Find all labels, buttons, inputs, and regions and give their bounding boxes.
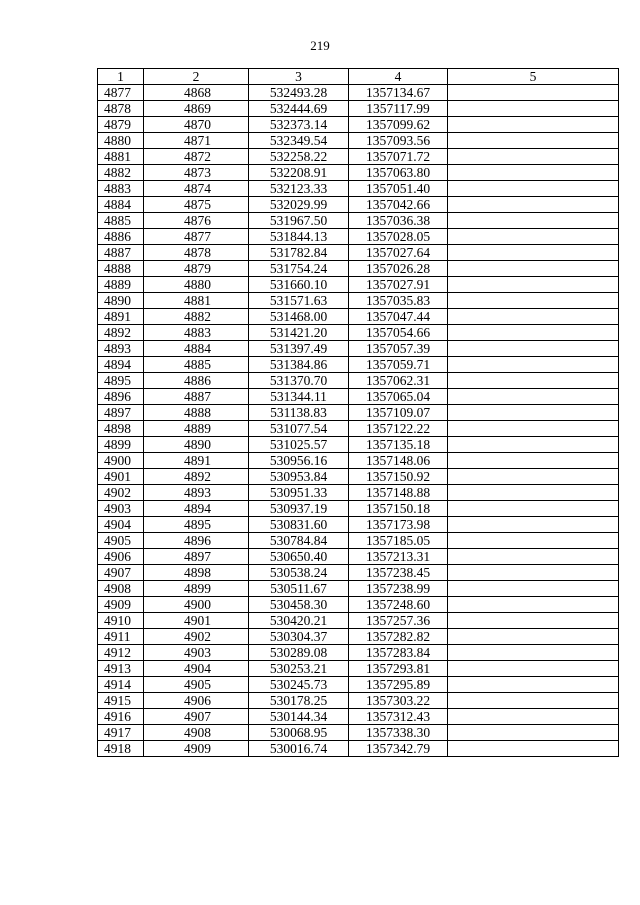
table-row [98, 293, 619, 309]
table-cell [448, 261, 619, 277]
table-cell: 4880 [144, 277, 249, 293]
table-cell [448, 533, 619, 549]
table-row [98, 597, 619, 613]
table-cell: 4907 [144, 709, 249, 725]
table-cell: 531384.86 [249, 357, 349, 373]
table-cell: 4883 [98, 181, 144, 197]
table-row [98, 661, 619, 677]
table-row [98, 133, 619, 149]
table-cell: 4889 [144, 421, 249, 437]
table-cell: 1357312.43 [349, 709, 448, 725]
table-cell: 1357051.40 [349, 181, 448, 197]
table-cell: 4876 [144, 213, 249, 229]
column-header: 3 [249, 69, 349, 85]
table-row [98, 453, 619, 469]
table-cell: 4894 [98, 357, 144, 373]
table-row [98, 389, 619, 405]
table-row [98, 245, 619, 261]
table-cell: 4915 [98, 693, 144, 709]
table-cell: 4911 [98, 629, 144, 645]
table-cell: 530420.21 [249, 613, 349, 629]
table-cell: 4905 [144, 677, 249, 693]
table-cell: 4886 [144, 373, 249, 389]
table-cell: 4884 [144, 341, 249, 357]
table-cell [448, 229, 619, 245]
table-cell [448, 645, 619, 661]
table-cell [448, 581, 619, 597]
table-cell: 4883 [144, 325, 249, 341]
table-cell [448, 309, 619, 325]
table-cell: 4898 [144, 565, 249, 581]
table-cell: 531077.54 [249, 421, 349, 437]
table-row [98, 629, 619, 645]
table-header-row [98, 69, 619, 85]
coordinates-table [97, 68, 619, 757]
table-cell: 4905 [98, 533, 144, 549]
table-cell: 4875 [144, 197, 249, 213]
table-cell: 4893 [144, 485, 249, 501]
table-cell: 4906 [144, 693, 249, 709]
table-cell: 4912 [98, 645, 144, 661]
table-cell: 4907 [98, 565, 144, 581]
table-cell [448, 437, 619, 453]
table-row [98, 709, 619, 725]
table-cell: 4874 [144, 181, 249, 197]
table-cell: 1357027.91 [349, 277, 448, 293]
table-cell: 531370.70 [249, 373, 349, 389]
table-row [98, 581, 619, 597]
table-cell: 532258.22 [249, 149, 349, 165]
table-cell: 4893 [98, 341, 144, 357]
table-cell [448, 725, 619, 741]
table-row [98, 741, 619, 757]
table-cell: 4881 [98, 149, 144, 165]
table-cell: 531397.49 [249, 341, 349, 357]
table-cell: 4871 [144, 133, 249, 149]
table-row [98, 645, 619, 661]
table-cell: 530016.74 [249, 741, 349, 757]
table-cell: 530937.19 [249, 501, 349, 517]
table-cell [448, 453, 619, 469]
table-cell: 4891 [144, 453, 249, 469]
table-cell: 4918 [98, 741, 144, 757]
table-cell: 1357148.88 [349, 485, 448, 501]
table-cell: 4895 [98, 373, 144, 389]
table-cell: 1357213.31 [349, 549, 448, 565]
table-cell: 1357062.31 [349, 373, 448, 389]
table-cell: 4881 [144, 293, 249, 309]
table-cell [448, 373, 619, 389]
table-cell: 531344.11 [249, 389, 349, 405]
table-cell: 531138.83 [249, 405, 349, 421]
table-cell: 4902 [98, 485, 144, 501]
table-cell: 4908 [98, 581, 144, 597]
table-cell [448, 213, 619, 229]
table-cell: 4877 [98, 85, 144, 101]
table-cell: 4901 [144, 613, 249, 629]
table-cell: 4887 [144, 389, 249, 405]
table-row [98, 725, 619, 741]
table-cell: 4888 [98, 261, 144, 277]
table-cell: 1357282.82 [349, 629, 448, 645]
table-cell [448, 421, 619, 437]
table-cell: 4868 [144, 85, 249, 101]
table-cell: 4886 [98, 229, 144, 245]
table-cell: 4869 [144, 101, 249, 117]
table-cell: 1357150.18 [349, 501, 448, 517]
table-cell: 531025.57 [249, 437, 349, 453]
table-cell: 4870 [144, 117, 249, 133]
table-cell: 531844.13 [249, 229, 349, 245]
table-cell: 1357135.18 [349, 437, 448, 453]
table-cell: 4896 [144, 533, 249, 549]
table-cell: 532373.14 [249, 117, 349, 133]
table-cell: 4877 [144, 229, 249, 245]
table-cell [448, 405, 619, 421]
table-row [98, 213, 619, 229]
table-cell: 1357026.28 [349, 261, 448, 277]
table-row [98, 405, 619, 421]
table-cell: 531571.63 [249, 293, 349, 309]
table-row [98, 341, 619, 357]
table-cell [448, 181, 619, 197]
table-cell [448, 133, 619, 149]
table-cell: 4909 [144, 741, 249, 757]
table-cell: 530511.67 [249, 581, 349, 597]
table-cell: 4900 [144, 597, 249, 613]
table-cell: 1357338.30 [349, 725, 448, 741]
table-cell: 4878 [98, 101, 144, 117]
table-cell: 4872 [144, 149, 249, 165]
table-cell: 1357065.04 [349, 389, 448, 405]
table-cell: 1357295.89 [349, 677, 448, 693]
table-cell: 1357035.83 [349, 293, 448, 309]
table-cell: 4890 [98, 293, 144, 309]
table-cell [448, 101, 619, 117]
table-cell: 531421.20 [249, 325, 349, 341]
table-cell: 1357134.67 [349, 85, 448, 101]
table-cell: 531782.84 [249, 245, 349, 261]
table-cell: 1357173.98 [349, 517, 448, 533]
table-row [98, 261, 619, 277]
table-cell: 1357257.36 [349, 613, 448, 629]
table-row [98, 677, 619, 693]
table-cell: 1357036.38 [349, 213, 448, 229]
table-cell: 4894 [144, 501, 249, 517]
table-cell: 1357057.39 [349, 341, 448, 357]
table-row [98, 373, 619, 389]
table-cell: 530951.33 [249, 485, 349, 501]
table-cell: 531967.50 [249, 213, 349, 229]
table-cell: 1357238.99 [349, 581, 448, 597]
table-cell: 532493.28 [249, 85, 349, 101]
table-body [98, 85, 619, 757]
table-cell: 4900 [98, 453, 144, 469]
table-cell [448, 485, 619, 501]
table-cell [448, 597, 619, 613]
table-cell: 4913 [98, 661, 144, 677]
table-cell [448, 165, 619, 181]
table-cell: 530953.84 [249, 469, 349, 485]
table-cell: 1357063.80 [349, 165, 448, 181]
table-row [98, 101, 619, 117]
table-row [98, 277, 619, 293]
table-cell: 530650.40 [249, 549, 349, 565]
table-row [98, 229, 619, 245]
table-cell: 530178.25 [249, 693, 349, 709]
table-cell: 532349.54 [249, 133, 349, 149]
column-header: 5 [448, 69, 619, 85]
table-cell: 1357117.99 [349, 101, 448, 117]
table-cell: 530144.34 [249, 709, 349, 725]
table-cell: 4909 [98, 597, 144, 613]
table-cell: 4901 [98, 469, 144, 485]
table-cell: 4873 [144, 165, 249, 181]
table-cell: 4910 [98, 613, 144, 629]
table-cell: 4882 [144, 309, 249, 325]
table-row [98, 85, 619, 101]
table-cell: 1357109.07 [349, 405, 448, 421]
table-cell [448, 117, 619, 133]
table-row [98, 421, 619, 437]
table-cell [448, 341, 619, 357]
table-cell: 530289.08 [249, 645, 349, 661]
table-cell: 1357342.79 [349, 741, 448, 757]
table-cell: 4898 [98, 421, 144, 437]
table-cell: 1357047.44 [349, 309, 448, 325]
table-cell: 4884 [98, 197, 144, 213]
table-cell [448, 693, 619, 709]
table-row [98, 197, 619, 213]
table-cell: 532123.33 [249, 181, 349, 197]
table-cell [448, 357, 619, 373]
table-row [98, 165, 619, 181]
table-row [98, 485, 619, 501]
table-cell: 532029.99 [249, 197, 349, 213]
table-cell [448, 501, 619, 517]
table-cell: 4879 [144, 261, 249, 277]
table-row [98, 357, 619, 373]
table-cell [448, 245, 619, 261]
table-cell: 530253.21 [249, 661, 349, 677]
table-cell [448, 661, 619, 677]
table-cell: 1357054.66 [349, 325, 448, 341]
table-cell: 1357071.72 [349, 149, 448, 165]
table-cell [448, 389, 619, 405]
table-row [98, 437, 619, 453]
table-cell: 4892 [98, 325, 144, 341]
table-cell [448, 549, 619, 565]
table-cell: 530068.95 [249, 725, 349, 741]
table-row [98, 613, 619, 629]
table-row [98, 501, 619, 517]
table-cell: 1357150.92 [349, 469, 448, 485]
table-cell: 530304.37 [249, 629, 349, 645]
table-cell: 4906 [98, 549, 144, 565]
table-cell [448, 293, 619, 309]
table-row [98, 517, 619, 533]
table-cell [448, 149, 619, 165]
column-header: 4 [349, 69, 448, 85]
table-cell [448, 613, 619, 629]
table-cell [448, 197, 619, 213]
table-cell: 1357303.22 [349, 693, 448, 709]
table-cell: 532444.69 [249, 101, 349, 117]
table-row [98, 149, 619, 165]
table-cell: 4885 [144, 357, 249, 373]
table-cell: 4896 [98, 389, 144, 405]
table-cell: 4891 [98, 309, 144, 325]
table-cell [448, 709, 619, 725]
table-cell: 1357027.64 [349, 245, 448, 261]
table-cell: 4885 [98, 213, 144, 229]
table-cell: 4899 [98, 437, 144, 453]
table-cell: 4882 [98, 165, 144, 181]
table-cell [448, 741, 619, 757]
column-header: 2 [144, 69, 249, 85]
table-cell [448, 277, 619, 293]
table-cell: 4903 [98, 501, 144, 517]
table-row [98, 469, 619, 485]
table-cell: 4904 [144, 661, 249, 677]
table-cell: 4897 [144, 549, 249, 565]
table-row [98, 181, 619, 197]
table-cell: 4889 [98, 277, 144, 293]
table-cell: 531754.24 [249, 261, 349, 277]
table-cell: 530831.60 [249, 517, 349, 533]
table-cell [448, 565, 619, 581]
table-cell: 1357185.05 [349, 533, 448, 549]
table-cell: 532208.91 [249, 165, 349, 181]
table-cell: 531468.00 [249, 309, 349, 325]
table-cell: 4908 [144, 725, 249, 741]
table-cell [448, 677, 619, 693]
table-cell: 4880 [98, 133, 144, 149]
table-cell: 530458.30 [249, 597, 349, 613]
table-cell: 1357093.56 [349, 133, 448, 149]
table-cell: 4892 [144, 469, 249, 485]
table-cell: 4887 [98, 245, 144, 261]
table-cell: 1357238.45 [349, 565, 448, 581]
table-cell: 530956.16 [249, 453, 349, 469]
table-cell: 4917 [98, 725, 144, 741]
table-row [98, 325, 619, 341]
table-cell: 1357293.81 [349, 661, 448, 677]
table-cell [448, 517, 619, 533]
table-cell: 530245.73 [249, 677, 349, 693]
table-cell: 4895 [144, 517, 249, 533]
table-cell: 1357059.71 [349, 357, 448, 373]
table-cell: 1357028.05 [349, 229, 448, 245]
table-row [98, 693, 619, 709]
table-cell: 531660.10 [249, 277, 349, 293]
column-header: 1 [98, 69, 144, 85]
table-cell [448, 469, 619, 485]
table-cell: 1357042.66 [349, 197, 448, 213]
table-cell: 4897 [98, 405, 144, 421]
table-cell: 1357148.06 [349, 453, 448, 469]
table-cell: 4890 [144, 437, 249, 453]
table-cell: 1357248.60 [349, 597, 448, 613]
table-cell: 1357283.84 [349, 645, 448, 661]
table-cell [448, 85, 619, 101]
table-cell: 4878 [144, 245, 249, 261]
table-cell: 4888 [144, 405, 249, 421]
table-row [98, 117, 619, 133]
table-row [98, 549, 619, 565]
table-cell [448, 629, 619, 645]
table-cell: 4914 [98, 677, 144, 693]
table-cell: 4899 [144, 581, 249, 597]
table-cell: 530538.24 [249, 565, 349, 581]
table-cell: 4904 [98, 517, 144, 533]
table-cell: 530784.84 [249, 533, 349, 549]
table-cell: 4879 [98, 117, 144, 133]
page-number: 219 [310, 38, 330, 53]
table-cell: 4902 [144, 629, 249, 645]
table-row [98, 309, 619, 325]
table-cell: 4916 [98, 709, 144, 725]
table-cell: 1357099.62 [349, 117, 448, 133]
table-row [98, 565, 619, 581]
table-cell: 4903 [144, 645, 249, 661]
table-cell: 1357122.22 [349, 421, 448, 437]
table-cell [448, 325, 619, 341]
table-row [98, 533, 619, 549]
